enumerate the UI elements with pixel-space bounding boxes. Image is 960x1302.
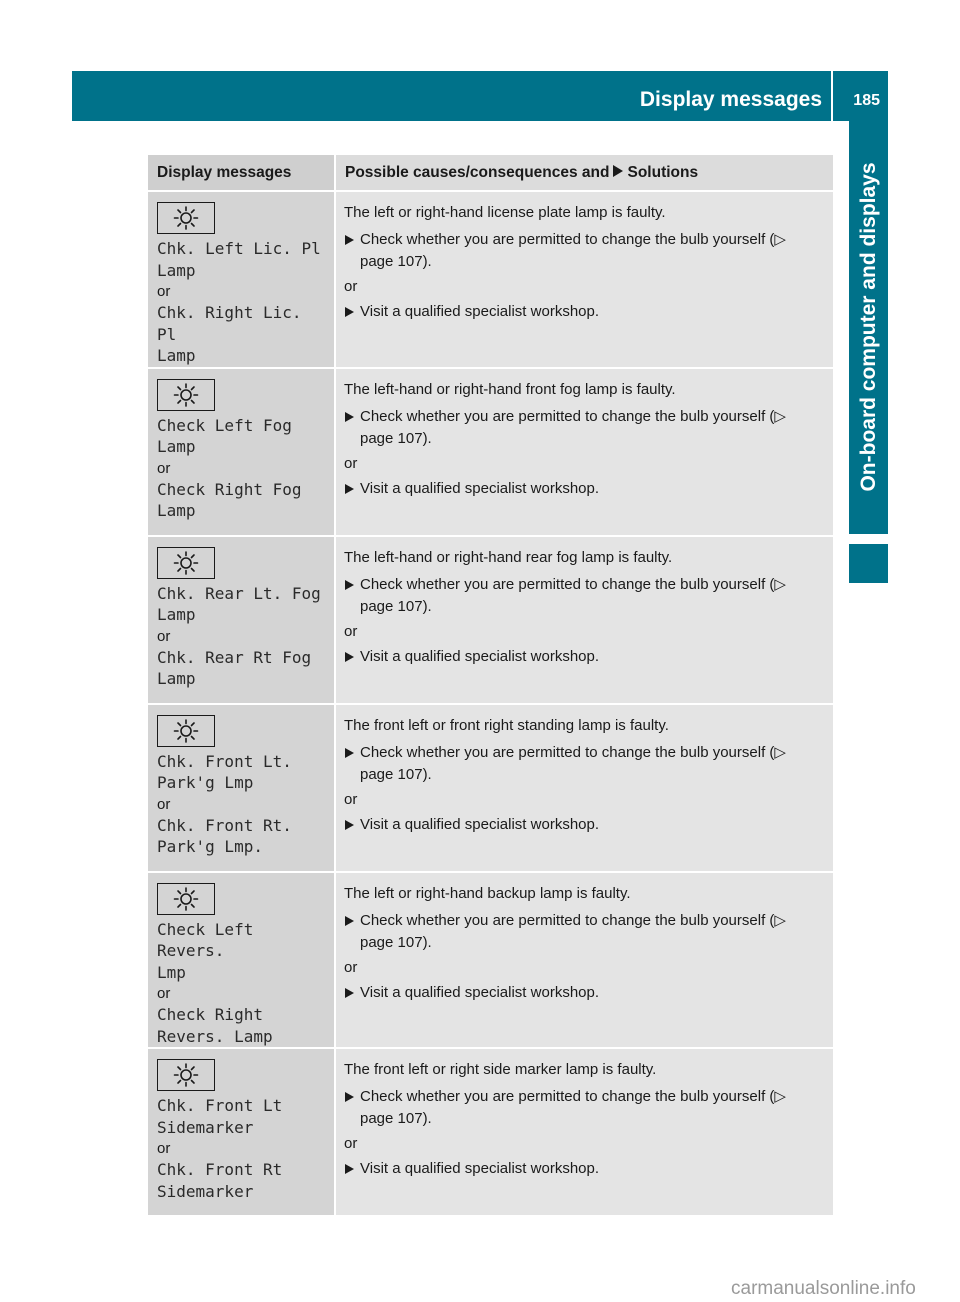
solution-step-text: Check whether you are permitted to change the bulb yourself (▷ page 107). [360, 407, 786, 447]
display-message-text: Chk. Left Lic. Pl Lamp [157, 239, 321, 280]
bulb-warning-icon [157, 547, 215, 579]
header-bar [72, 71, 888, 121]
display-message-text: Chk. Rear Rt Fog Lamp [157, 647, 312, 688]
display-message-text: Chk. Front Lt. Park'g Lmp [157, 751, 292, 792]
or-label: or [157, 985, 171, 1002]
bulb-warning-icon [157, 379, 215, 411]
solution-step [344, 814, 823, 836]
display-message-cell [148, 536, 335, 704]
step-arrow-icon [345, 484, 354, 494]
table-row [148, 704, 833, 872]
solution-cell [335, 1048, 833, 1215]
bulb-warning-icon [157, 883, 215, 915]
bulb-warning-icon [157, 1059, 215, 1091]
solution-step-text: Visit a qualified specialist workshop. [360, 983, 600, 1001]
solution-step [344, 229, 823, 273]
solution-step [344, 406, 823, 450]
step-arrow-icon [345, 1092, 354, 1102]
table-row [148, 1048, 833, 1215]
step-arrow-icon [345, 235, 354, 245]
display-message-cell [148, 872, 335, 1049]
or-label: or [344, 278, 358, 295]
page-title: Display messages [639, 88, 822, 111]
solution-step [344, 646, 823, 668]
cause-text: The left-hand or right-hand front fog lamp is faulty. [344, 380, 676, 398]
solution-step [344, 742, 823, 786]
step-arrow-icon [345, 748, 354, 758]
solution-cell [335, 191, 833, 368]
display-message-text: Check Left Fog Lamp [157, 415, 292, 456]
step-arrow-icon [345, 820, 354, 830]
solution-cell [335, 704, 833, 872]
column-header-solutions-text: Solutions [627, 163, 699, 181]
step-arrow-icon [345, 1164, 354, 1174]
or-label: or [344, 454, 358, 472]
solution-step-text: Check whether you are permitted to change the bulb yourself (▷ page 107). [360, 575, 786, 615]
step-arrow-icon [345, 307, 354, 317]
display-message-text: Check Right Fog Lamp [157, 479, 302, 520]
display-message-text: Check Left Revers. Lmp [157, 919, 254, 982]
display-message-cell [148, 191, 335, 368]
bulb-warning-icon [157, 715, 215, 747]
table-row [148, 191, 833, 368]
solution-step-text: Visit a qualified specialist workshop. [360, 303, 600, 320]
display-message-text: Chk. Right Lic. Pl Lamp [157, 303, 302, 365]
solution-step-text: Visit a qualified specialist workshop. [360, 815, 600, 833]
column-header-messages: Display messages [148, 155, 335, 191]
cause-text: The left or right-hand license plate lamp is faulty. [344, 204, 666, 221]
arrow-icon [613, 165, 623, 177]
solution-step [344, 301, 823, 323]
section-marker [849, 544, 888, 583]
solution-step-text: Visit a qualified specialist workshop. [360, 479, 600, 497]
display-message-cell [148, 1048, 335, 1215]
table-row [148, 536, 833, 704]
or-label: or [157, 627, 171, 645]
step-arrow-icon [345, 916, 354, 926]
solution-step [344, 982, 823, 1004]
watermark: carmanualsonline.info [731, 1278, 916, 1299]
step-arrow-icon [345, 652, 354, 662]
display-message-cell [148, 368, 335, 536]
bulb-warning-icon [157, 202, 215, 234]
solution-step [344, 478, 823, 500]
cause-text: The front left or front right standing lamp is faulty. [344, 716, 669, 734]
solution-step-text: Check whether you are permitted to change the bulb yourself (▷ page 107). [360, 1088, 786, 1127]
cause-text: The left or right-hand backup lamp is faulty. [344, 884, 631, 902]
solution-step [344, 910, 823, 954]
display-message-text: Chk. Front Rt Sidemarker [157, 1160, 283, 1201]
solution-cell [335, 536, 833, 704]
column-header-solutions [335, 155, 833, 191]
step-arrow-icon [345, 412, 354, 422]
cause-text: The front left or right side marker lamp is faulty. [344, 1061, 657, 1078]
display-message-cell [148, 704, 335, 872]
solution-step-text: Check whether you are permitted to change the bulb yourself (▷ page 107). [360, 231, 786, 270]
header-divider [831, 71, 833, 121]
or-label: or [157, 283, 171, 300]
solution-step-text: Check whether you are permitted to change the bulb yourself (▷ page 107). [360, 743, 786, 783]
or-label: or [344, 622, 358, 640]
solution-step-text: Check whether you are permitted to change the bulb yourself (▷ page 107). [360, 911, 786, 951]
or-label: or [157, 1140, 171, 1157]
section-tab-label: On-board computer and displays [857, 162, 880, 492]
solution-step-text: Visit a qualified specialist workshop. [360, 1160, 600, 1177]
display-message-text: Check Right Revers. Lamp [157, 1005, 273, 1046]
solution-cell [335, 368, 833, 536]
cause-text: The left-hand or right-hand rear fog lamp is faulty. [344, 548, 673, 566]
display-message-text: Chk. Front Rt. Park'g Lmp. [157, 815, 292, 856]
solution-cell [335, 872, 833, 1049]
column-header-causes-text: Possible causes/consequences and [345, 163, 610, 181]
page-number: 185 [853, 92, 880, 109]
display-message-text: Chk. Rear Lt. Fog Lamp [157, 583, 321, 624]
solution-step-text: Visit a qualified specialist workshop. [360, 647, 600, 665]
or-label: or [344, 790, 358, 808]
or-label: or [157, 795, 171, 813]
solution-step [344, 1158, 823, 1180]
or-label: or [344, 958, 358, 976]
or-label: or [344, 1135, 358, 1152]
display-message-text: Chk. Front Lt Sidemarker [157, 1096, 283, 1137]
table-row [148, 872, 833, 1049]
table-row [148, 368, 833, 536]
display-messages-table [148, 155, 833, 1215]
solution-step [344, 1086, 823, 1130]
solution-step [344, 574, 823, 618]
step-arrow-icon [345, 988, 354, 998]
or-label: or [157, 459, 171, 477]
step-arrow-icon [345, 580, 354, 590]
table-header-row [148, 155, 833, 191]
